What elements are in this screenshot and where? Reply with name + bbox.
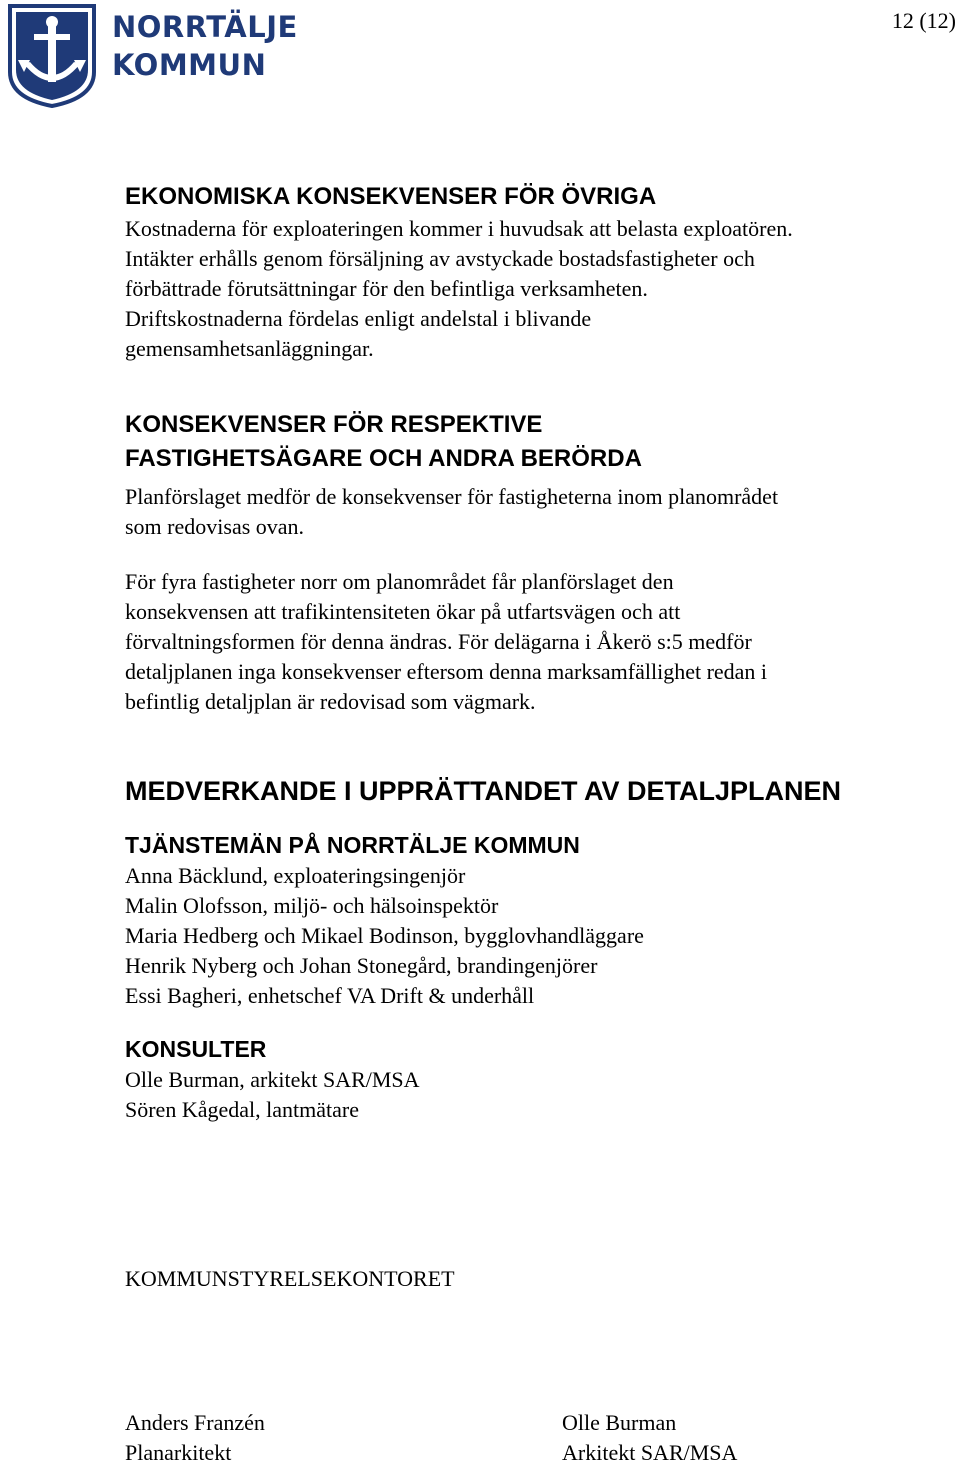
- signature-right: [562, 1408, 737, 1467]
- list-item: Olle Burman, arkitekt SAR/MSA: [125, 1065, 945, 1095]
- text-line: Planförslaget medför de konsekvenser för fastigheterna inom planområdet: [125, 482, 945, 512]
- text-line: För fyra fastigheter norr om planområdet får planförslaget den: [125, 567, 945, 597]
- office-name: KOMMUNSTYRELSEKONTORET: [125, 1266, 455, 1292]
- text-line: befintlig detaljplan är redovisad som vägmark.: [125, 687, 945, 717]
- text-line: Kostnaderna för exploateringen kommer i huvudsak att belasta exploatören.: [125, 214, 945, 244]
- list-item: Malin Olofsson, miljö- och hälsoinspektör: [125, 891, 945, 921]
- paragraph-konsekvenser-2: [125, 567, 945, 717]
- text-line: detaljplanen inga konsekvenser eftersom denna marksamfällighet redan i: [125, 657, 945, 687]
- heading-medverkande: MEDVERKANDE I UPPRÄTTANDET AV DETALJPLANEN: [125, 773, 945, 809]
- norrtalje-logo: [4, 2, 304, 112]
- list-tjansteman: [125, 861, 945, 1011]
- heading-konsekvenser-fastighetsagare: [125, 408, 945, 476]
- logo-text-norrtalje: NORRTÄLJE: [112, 10, 298, 44]
- heading-tjansteman: TJÄNSTEMÄN PÅ NORRTÄLJE KOMMUN: [125, 829, 945, 861]
- heading-ekonomiska-konsekvenser: EKONOMISKA KONSEKVENSER FÖR ÖVRIGA: [125, 180, 945, 214]
- list-konsulter: [125, 1065, 945, 1125]
- text-line: förvaltningsformen för denna ändras. För delägarna i Åkerö s:5 medför: [125, 627, 945, 657]
- list-item: Maria Hedberg och Mikael Bodinson, bygglovhandläggare: [125, 921, 945, 951]
- heading-konsulter: KONSULTER: [125, 1033, 945, 1065]
- text-line: Intäkter erhålls genom försäljning av avstyckade bostadsfastigheter och: [125, 244, 945, 274]
- text-line: förbättrade förutsättningar för den befintliga verksamheten.: [125, 274, 945, 304]
- text-line: gemensamhetsanläggningar.: [125, 334, 945, 364]
- list-item: Sören Kågedal, lantmätare: [125, 1095, 945, 1125]
- text-line: konsekvensen att trafikintensiteten ökar på utfartsvägen och att: [125, 597, 945, 627]
- anchor-shield-icon: [4, 2, 100, 108]
- logo-text-kommun: KOMMUN: [112, 48, 266, 82]
- signature-left: [125, 1408, 265, 1467]
- list-item: Anna Bäcklund, exploateringsingenjör: [125, 861, 945, 891]
- heading-line: FASTIGHETSÄGARE OCH ANDRA BERÖRDA: [125, 442, 945, 476]
- signer-name: Olle Burman: [562, 1408, 737, 1438]
- text-line: som redovisas ovan.: [125, 512, 945, 542]
- signer-title: Planarkitekt: [125, 1438, 265, 1467]
- signer-name: Anders Franzén: [125, 1408, 265, 1438]
- paragraph-konsekvenser-1: [125, 482, 945, 542]
- heading-line: KONSEKVENSER FÖR RESPEKTIVE: [125, 408, 945, 442]
- paragraph-ekonomiska: [125, 214, 945, 364]
- text-line: Driftskostnaderna fördelas enligt andelstal i blivande: [125, 304, 945, 334]
- list-item: Henrik Nyberg och Johan Stonegård, brandingenjörer: [125, 951, 945, 981]
- signer-title: Arkitekt SAR/MSA: [562, 1438, 737, 1467]
- list-item: Essi Bagheri, enhetschef VA Drift & underhåll: [125, 981, 945, 1011]
- document-body: [125, 180, 945, 1125]
- page-number: 12 (12): [892, 8, 956, 34]
